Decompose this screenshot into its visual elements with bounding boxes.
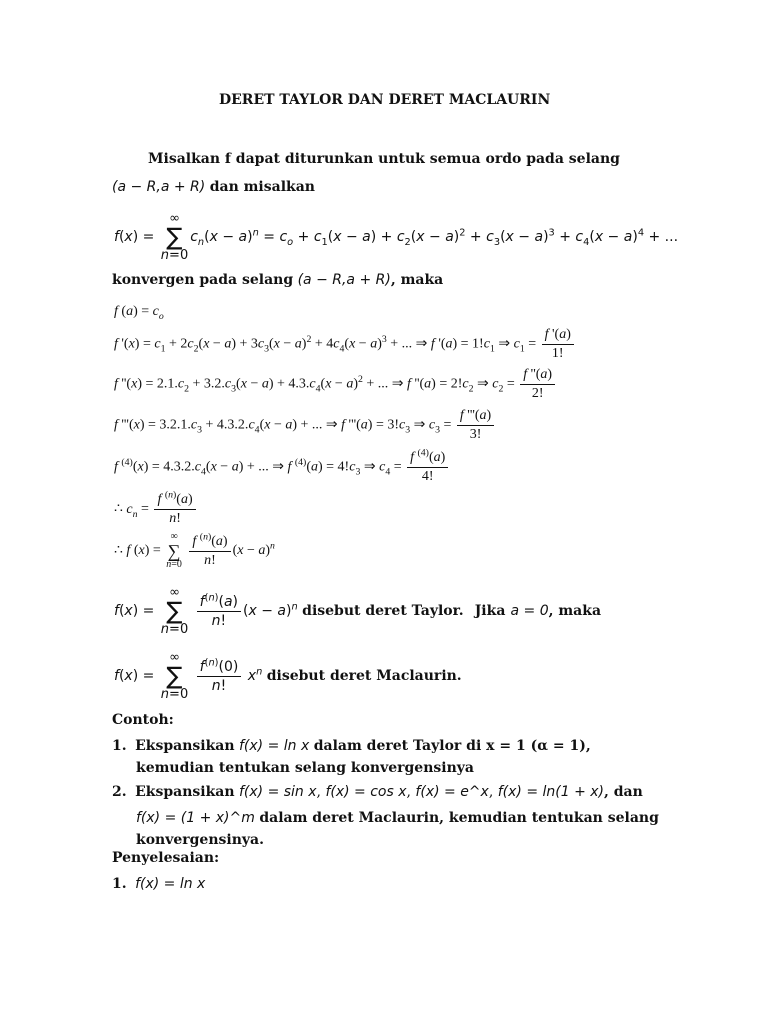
example-2-line-3: konvergensinya. bbox=[136, 832, 264, 848]
derivation-fourth: f $^{(4)}(x) = 4.3.2.c_4(x - a)$ + ... ⇒ f $^{(4)}(a) = 4!c_3$ ⇒ $c_4$ = $\frac{f ^{(4)}(a)}{4!}$ bbox=[114, 450, 450, 485]
taylor-condition: a = 0 bbox=[510, 603, 549, 619]
contoh-heading: Contoh: bbox=[112, 712, 174, 728]
intro-interval: (a − R,a + R) bbox=[112, 179, 206, 195]
maclaurin-label: disebut deret Maclaurin. bbox=[266, 668, 462, 684]
example-1: 1. Ekspansikan f(x) = ln x dalam deret Taylor di x = 1 (α = 1), bbox=[112, 738, 591, 754]
solution-heading: Penyelesaian: bbox=[112, 850, 220, 866]
page-title: DERET TAYLOR DAN DERET MACLAURIN bbox=[219, 92, 551, 108]
taylor-label: disebut deret Taylor. bbox=[302, 603, 464, 619]
derivation-first: f '$(x) = c_1 + 2c_2(x - a) + 3c_3(x - a)^2 + 4c_4(x - a)^3$ + ... ⇒ f '$(a) = 1!c_1$ ⇒ $c_1$ = $\frac{f '(a)}{1!}$ bbox=[114, 327, 576, 362]
derivation-cn: ∴ $c_n$ = $\frac{f ^{(n)}(a)}{n!}$ bbox=[114, 492, 198, 527]
example-1-expr: f(x) = ln x bbox=[238, 738, 310, 754]
derivation-fx-sum: ∴ f (x) = ∞ ∑ n=0 $\frac{f ^{(n)}(a)}{n!}$ $(x - a)^n$ bbox=[114, 530, 275, 570]
convergence-text: konvergen pada selang bbox=[112, 272, 294, 288]
example-2-line-2: f(x) = (1 + x)^m dalam deret Maclaurin, kemudian tentukan selang bbox=[136, 810, 659, 826]
convergence-interval: (a − R,a + R) bbox=[297, 272, 391, 288]
maclaurin-formula: f(x) = ∞ ∑ n=0 $\frac{f^{(n)}(0)}{n!}$ $x^n$ bbox=[114, 650, 263, 702]
derivation-fa: f $(a) = c_o$ bbox=[114, 304, 164, 322]
solution-1: 1. f(x) = ln x bbox=[112, 876, 206, 892]
derivation-second: f ''$(x) = 2.1.c_2 + 3.2.c_3(x - a) + 4.3.c_4(x - a)^2$ + ... ⇒ f ''$(a) = 2!c_2$ ⇒ $c_2$ = $\frac{f ''(a)}{2!}$ bbox=[114, 367, 557, 402]
maclaurin-series-line bbox=[114, 651, 462, 701]
intro-text: dan misalkan bbox=[209, 179, 315, 195]
taylor-formula: f(x) = ∞ ∑ n=0 $\frac{f^{(n)}(a)}{n!}$ $(x - a)^n$ bbox=[114, 585, 298, 637]
example-2: 2. Ekspansikan f(x) = sin x, f(x) = cos x, f(x) = e^x, f(x) = ln(1 + x), dan bbox=[112, 784, 643, 800]
taylor-series-line: f(x) = ∞ ∑ n=0 $\frac{f^{(n)}(a)}{n!}$ $(x - a)^n$ disebut deret Taylor. Jika a = 0, maka bbox=[114, 585, 602, 637]
intro-line-1: Misalkan f dapat diturunkan untuk semua ordo pada selang bbox=[148, 151, 620, 167]
derivation-third: f '''$(x) = 3.2.1.c_3 + 4.3.2.c_4(x - a)$ + ... ⇒ f '''$(a) = 3!c_3$ ⇒ $c_3$ = $\frac{f '''(a)}{3!}$ bbox=[114, 408, 496, 443]
power-series-formula: f(x) = ∞ ∑ n=0 $c_n(x - a)^n = c_o + c_1(x - a) + c_2(x - a)^2 + c_3(x - a)^3 + c_4(x - a)^4$ + ... bbox=[114, 211, 679, 263]
example-1-line-2: kemudian tentukan selang konvergensinya bbox=[136, 760, 474, 776]
convergence-line: konvergen pada selang (a − R,a + R), maka bbox=[112, 272, 444, 288]
intro-line-2 bbox=[112, 179, 315, 195]
